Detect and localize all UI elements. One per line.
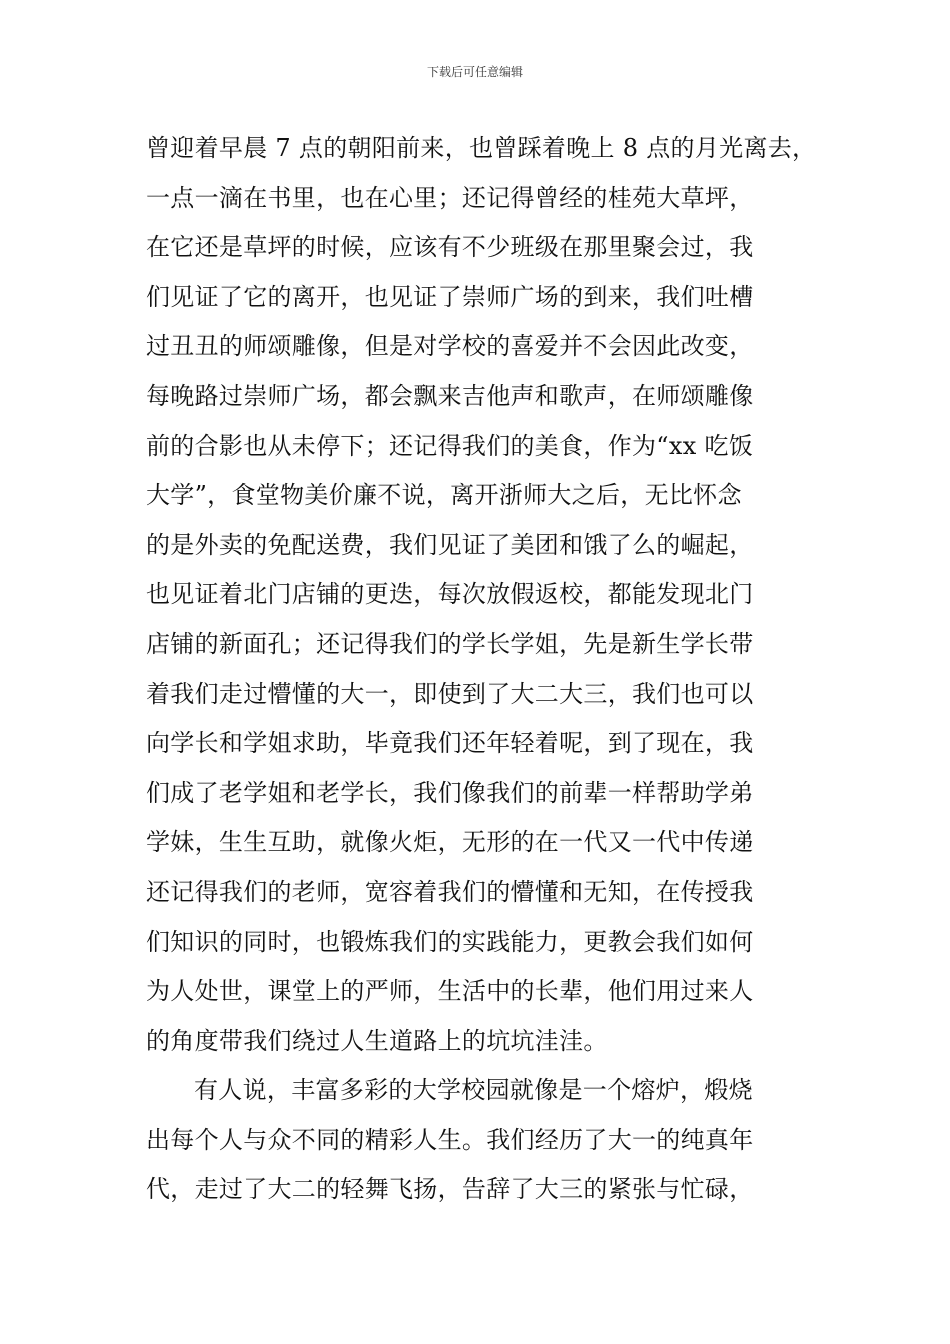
text-line: 们成了老学姐和老学长，我们像我们的前辈一样帮助学弟: [146, 778, 754, 807]
text-line: 店铺的新面孔；还记得我们的学长学姐，先是新生学长带: [146, 629, 754, 658]
text-line: 们见证了它的离开，也见证了崇师广场的到来，我们吐槽: [146, 282, 754, 311]
text-line: 为人处世，课堂上的严师，生活中的长辈，他们用过来人: [146, 977, 754, 1006]
text-line: 一点一滴在书里，也在心里；还记得曾经的桂苑大草坪，: [146, 183, 754, 212]
text-line: 大学”，食堂物美价廉不说，离开浙师大之后，无比怀念: [146, 481, 742, 510]
page-header-note: 下载后可任意编辑: [426, 65, 523, 79]
text-line: 也见证着北门店铺的更迭，每次放假返校，都能发现北门: [146, 580, 754, 609]
text-line: 着我们走过懵懂的大一，即使到了大二大三，我们也可以: [146, 679, 754, 708]
document-body: [146, 124, 817, 1215]
paragraph-1: [146, 124, 817, 1066]
text-line: 前的合影也从未停下；还记得我们的美食，作为“xx 吃饭: [146, 431, 754, 460]
text-line: 每晚路过崇师广场，都会飘来吉他声和歌声，在师颂雕像: [146, 381, 754, 410]
text-line: 代，走过了大二的轻舞飞扬，告辞了大三的紧张与忙碌，: [146, 1175, 754, 1204]
text-line: 还记得我们的老师，宽容着我们的懵懂和无知，在传授我: [146, 877, 754, 906]
text-line: 的是外卖的免配送费，我们见证了美团和饿了么的崛起，: [146, 530, 754, 559]
text-line: 的角度带我们绕过人生道路上的坑坑洼洼。: [146, 1026, 608, 1055]
text-line: 们知识的同时，也锻炼我们的实践能力，更教会我们如何: [146, 927, 754, 956]
text-line: 向学长和学姐求助，毕竟我们还年轻着呢，到了现在，我: [146, 729, 754, 758]
text-line: 过丑丑的师颂雕像，但是对学校的喜爱并不会因此改变，: [146, 332, 754, 361]
text-line: 出每个人与众不同的精彩人生。我们经历了大一的纯真年: [146, 1125, 754, 1154]
text-line: 有人说，丰富多彩的大学校园就像是一个熔炉，煅烧: [194, 1076, 753, 1105]
text-line: 学妹，生生互助，就像火炬，无形的在一代又一代中传递: [146, 828, 754, 857]
text-line: 曾迎着早晨 7 点的朝阳前来，也曾踩着晚上 8 点的月光离去，: [146, 134, 817, 162]
text-line: 在它还是草坪的时候，应该有不少班级在那里聚会过，我: [146, 233, 754, 262]
paragraph-2: [146, 1066, 810, 1215]
